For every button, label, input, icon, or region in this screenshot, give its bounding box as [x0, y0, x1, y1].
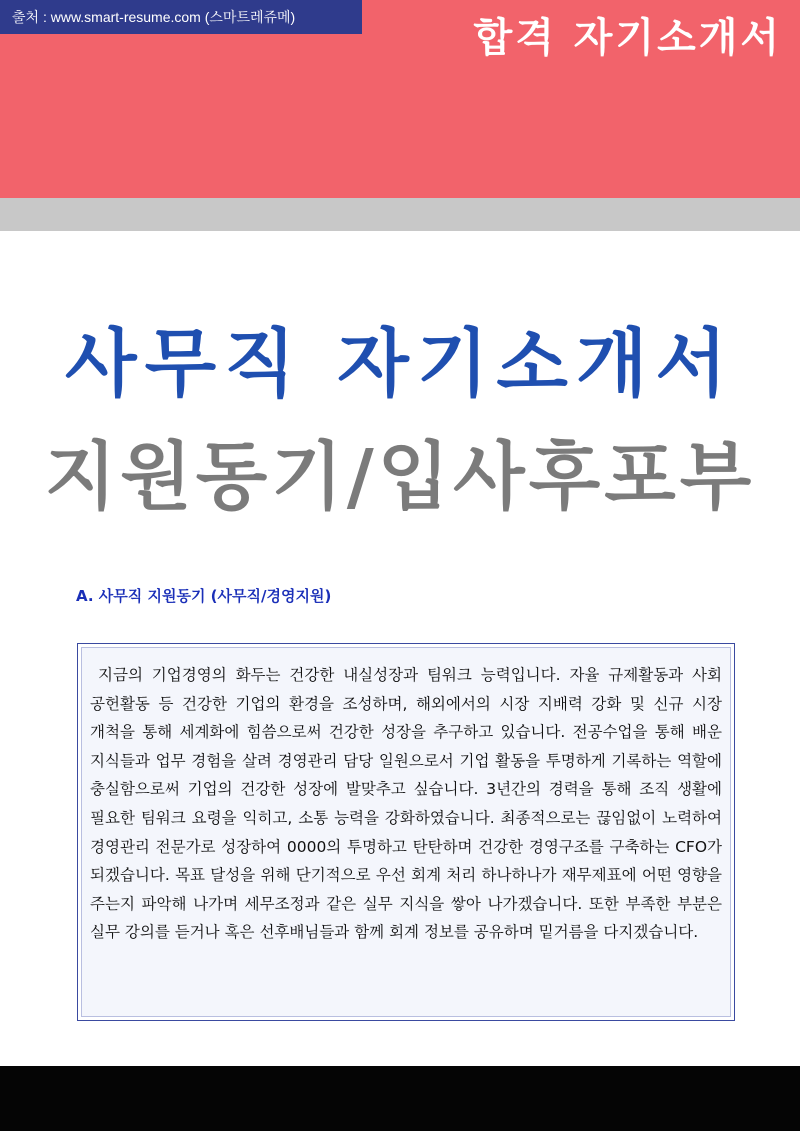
content-box — [77, 643, 735, 1021]
footer-band — [0, 1066, 800, 1131]
page-subtitle: 지원동기/입사후포부 — [44, 434, 756, 520]
banner-title: 합격 자기소개서 — [473, 15, 782, 61]
content-inner — [81, 647, 731, 1017]
source-label: 출처 : www.smart-resume.com (스마트레쥬메) — [0, 0, 362, 34]
body-paragraph: 지금의 기업경영의 화두는 건강한 내실성장과 팀워크 능력입니다. 자율 규제활동과 사회 공헌활동 등 건강한 기업의 환경을 조성하며, 해외에서의 시장 지배력 강화 및 신규 시장 개척을 통해 세계화에 힘씀으로써 건강한 성장을 추구하고 있습니다. 전공수업을 통해 배운 지식들과 업무 경험을 살려 경영관리 담당 일원으로서 기업 활동을 투명하게 기록하는 역할에 충실함으로써 기업의 건강한 성장에 발맞추고 싶습니다. 3년간의 경력을 통해 조직 생활에 필요한 팀워크 요령을 익히고, 소통 능력을 강화하였습니다. 최종적으로는 끊임없이 노력하여 경영관리 전문가로 성장하여 0000의 투명하고 탄탄하며 건강한 경영구조를 구축하는 CFO가 되겠습니다. 목표 달성을 위해 단기적으로 우선 회계 처리 하나하나가 재무제표에 어떤 영향을 주는지 파악해 나가며 세무조정과 같은 실무 지식을 쌓아 나가겠습니다. 또한 부족한 부분은 실무 강의를 듣거나 혹은 선후배님들과 함께 회계 정보를 공유하며 밑거름을 다지겠습니다. — [90, 666, 722, 942]
divider-band — [0, 198, 800, 231]
page-title: 사무직 자기소개서 — [65, 321, 735, 407]
section-heading: A. 사무직 지원동기 (사무직/경영지원) — [76, 587, 332, 605]
